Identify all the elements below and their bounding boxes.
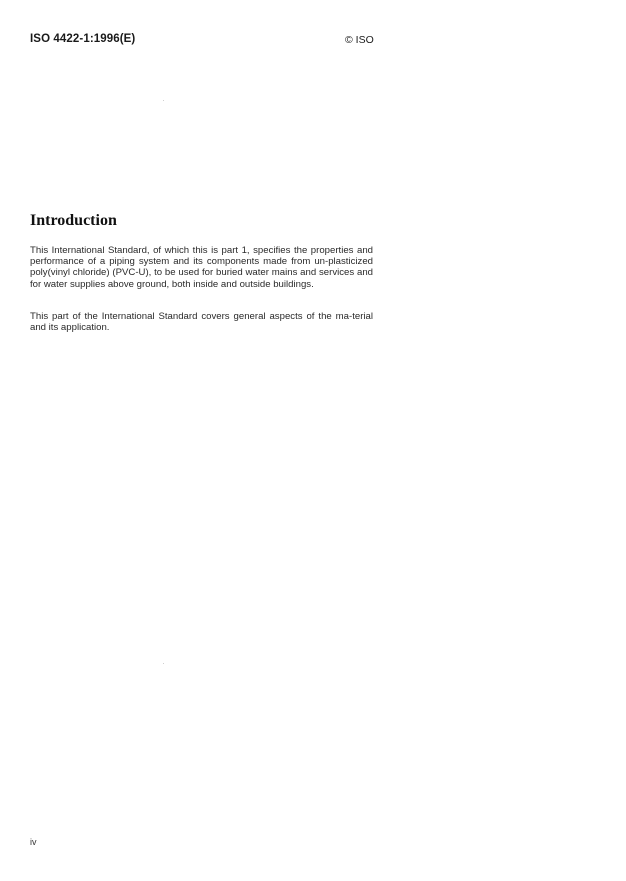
scan-speck (163, 663, 164, 664)
introduction-paragraph-2: This part of the International Standard covers general aspects of the ma-terial and its application. (30, 311, 373, 334)
document-id: ISO 4422-1:1996(E) (30, 33, 136, 45)
page-number: iv (30, 837, 37, 847)
copyright-notice: © ISO (345, 34, 374, 46)
section-title: Introduction (30, 212, 117, 229)
scan-speck (163, 100, 164, 101)
introduction-paragraph-1: This International Standard, of which this is part 1, specifies the properties and performance of a piping system and its components made from un-plasticized poly(vinyl chloride) (PVC-U), to be used for buried water mains and services and for water supplies above ground, both inside and outside buildings. (30, 245, 373, 290)
